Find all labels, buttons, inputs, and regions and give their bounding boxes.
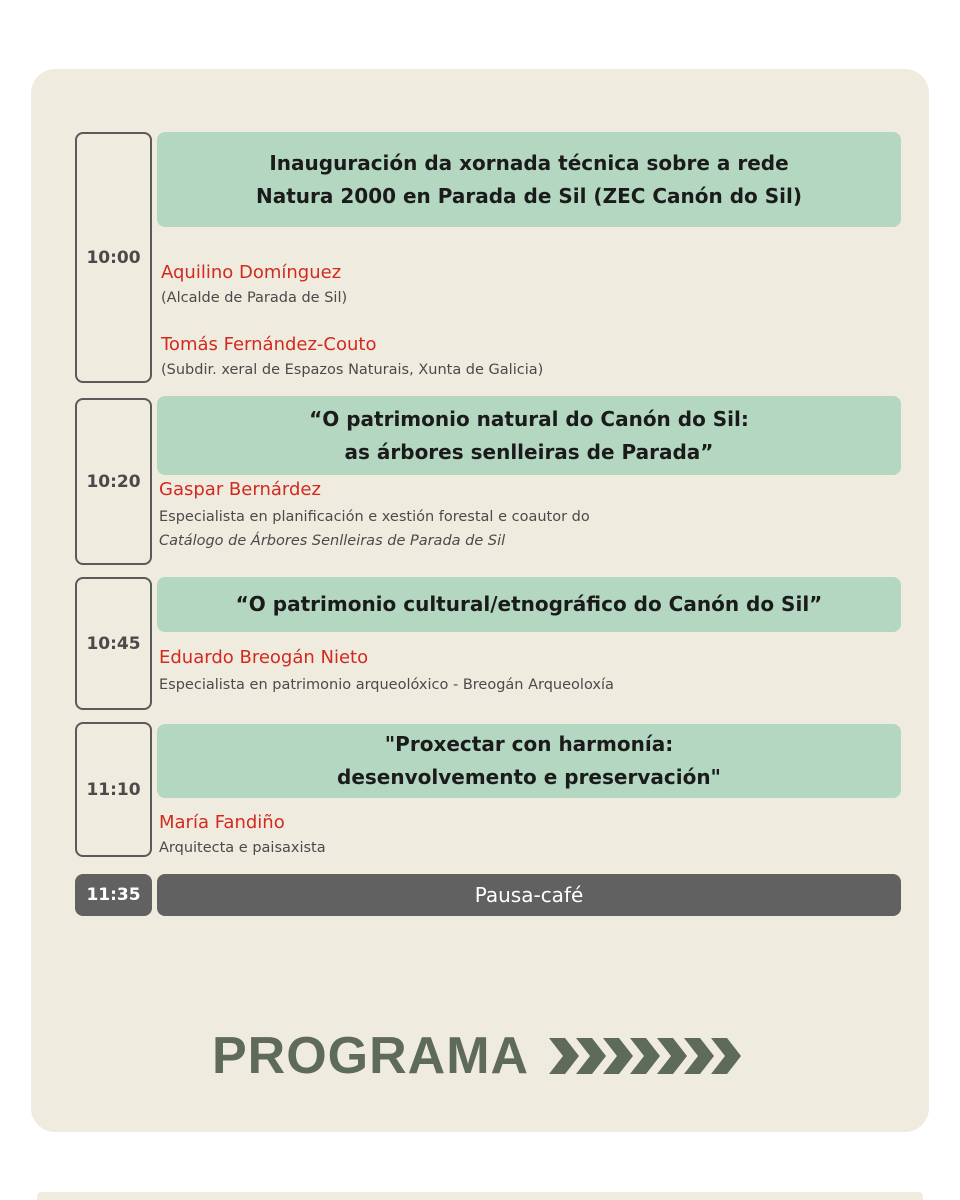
session-title <box>157 132 901 227</box>
session-title-line: Natura 2000 en Parada de Sil (ZEC Canón do Sil) <box>256 183 802 208</box>
session-title-line: as árbores senlleiras de Parada” <box>344 439 714 464</box>
session-title-line: Inauguración da xornada técnica sobre a rede <box>269 150 789 175</box>
session-title-line: “O patrimonio cultural/etnográfico do Canón do Sil” <box>235 592 823 616</box>
program-heading: PROGRAMA <box>212 1027 530 1085</box>
speaker-role: Arquitecta e paisaxista <box>159 840 326 856</box>
session-title-line: “O patrimonio natural do Canón do Sil: <box>309 406 749 431</box>
speaker-role: Especialista en planificación e xestión forestal e coautor do <box>159 509 590 525</box>
speaker-name: Eduardo Breogán Nieto <box>159 647 369 668</box>
session-title <box>157 724 901 798</box>
speaker-name: Tomás Fernández-Couto <box>161 334 377 355</box>
speaker-name: Gaspar Bernárdez <box>159 479 321 500</box>
speaker-name: Aquilino Domínguez <box>161 262 342 283</box>
speaker-role: Especialista en patrimonio arqueolóxico - Breogán Arqueoloxía <box>159 677 614 693</box>
speaker-role-italic: Catálogo de Árbores Senlleiras de Parada de Sil <box>159 533 506 549</box>
speaker-name: María Fandiño <box>159 812 285 833</box>
session-time: 10:00 <box>75 132 152 383</box>
session-time: 10:20 <box>75 398 152 565</box>
session-title-line: desenvolvemento e preservación" <box>337 765 721 789</box>
session-time: 10:45 <box>75 577 152 710</box>
pause-label: Pausa-café <box>157 874 901 916</box>
pause-time: 11:35 <box>75 874 152 916</box>
speaker-role: (Subdir. xeral de Espazos Naturais, Xunta de Galicia) <box>161 362 544 378</box>
session-title <box>157 396 901 475</box>
speaker-role: (Alcalde de Parada de Sil) <box>161 290 348 306</box>
chevrons-right-icon <box>549 1036 749 1076</box>
session-title <box>157 577 901 632</box>
next-card-edge <box>37 1192 923 1200</box>
session-time: 11:10 <box>75 722 152 857</box>
session-title-line: "Proxectar con harmonía: <box>384 732 674 756</box>
